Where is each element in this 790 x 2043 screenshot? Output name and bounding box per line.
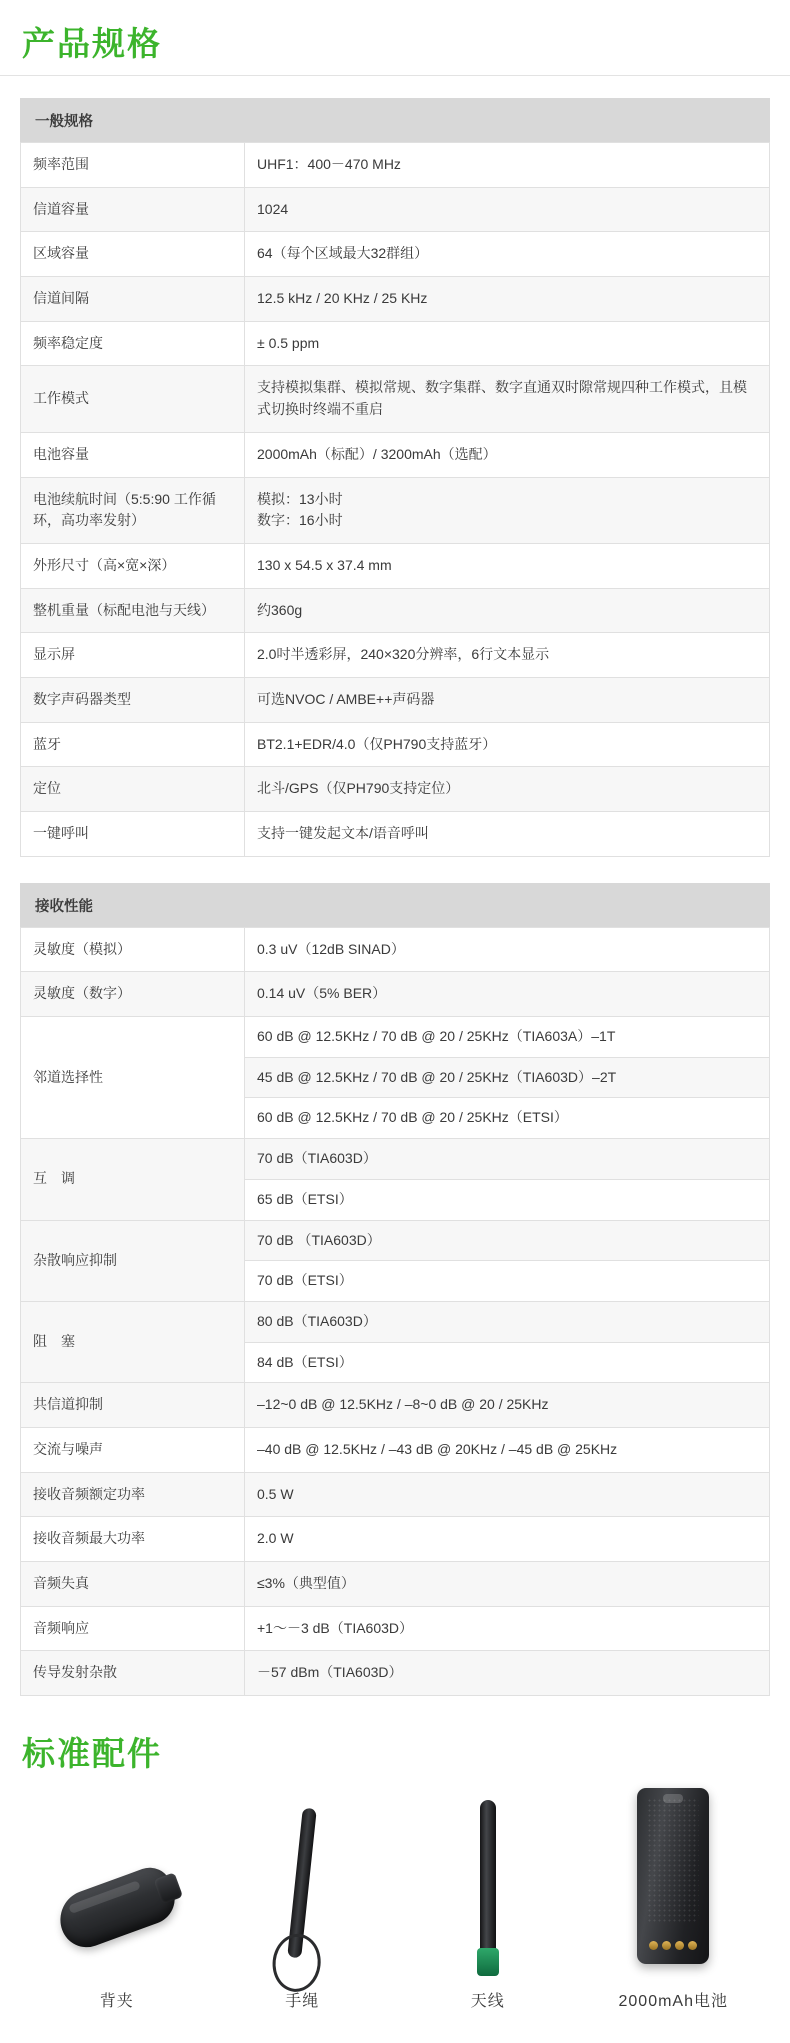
spec-value: –12~0 dB @ 12.5KHz / –8~0 dB @ 20 / 25KHz [245, 1383, 770, 1428]
table-row [21, 1301, 770, 1342]
spec-key: 电池续航时间（5:5:90 工作循环，高功率发射） [21, 477, 245, 543]
accessory-belt-clip [37, 1791, 197, 2011]
spec-key: 定位 [21, 767, 245, 812]
spec-value: –40 dB @ 12.5KHz / –43 dB @ 20KHz / –45 dB @ 25KHz [245, 1427, 770, 1472]
spec-key: 电池容量 [21, 432, 245, 477]
antenna-icon [480, 1791, 496, 1976]
table-row [21, 477, 770, 543]
spec-key: 数字声码器类型 [21, 677, 245, 722]
table-row [21, 432, 770, 477]
table-row [21, 588, 770, 633]
spec-value: 模拟：13小时 数字：16小时 [245, 477, 770, 543]
table-row [21, 927, 770, 972]
table-row [21, 1472, 770, 1517]
spec-key: 交流与噪声 [21, 1427, 245, 1472]
table-row [21, 633, 770, 678]
spec-value: ± 0.5 ppm [245, 321, 770, 366]
table-row [21, 767, 770, 812]
spec-key: 频率范围 [21, 143, 245, 188]
title-divider [0, 75, 790, 76]
spec-value: ≤3%（典型值） [245, 1562, 770, 1607]
accessory-label: 天线 [470, 1993, 505, 2011]
spec-value: 70 dB（TIA603D） [245, 1139, 770, 1180]
spec-key: 阻 塞 [21, 1301, 245, 1382]
table-row [21, 366, 770, 432]
table-row [21, 143, 770, 188]
spec-key: 信道间隔 [21, 277, 245, 322]
table-row [21, 1562, 770, 1607]
table-row [21, 187, 770, 232]
spec-value: 北斗/GPS（仅PH790支持定位） [245, 767, 770, 812]
spec-key: 信道容量 [21, 187, 245, 232]
spec-key: 共信道抑制 [21, 1383, 245, 1428]
spec-key: 工作模式 [21, 366, 245, 432]
hand-strap-icon [295, 1791, 309, 1976]
spec-value: 12.5 kHz / 20 KHz / 25 KHz [245, 277, 770, 322]
spec-key: 外形尺寸（高×宽×深） [21, 543, 245, 588]
accessories-title: 标准配件 [22, 1735, 162, 1773]
spec-value: 2.0吋半透彩屏，240×320分辨率，6行文本显示 [245, 633, 770, 678]
table-row [21, 722, 770, 767]
spec-key: 杂散响应抑制 [21, 1220, 245, 1301]
table-row [21, 321, 770, 366]
spec-key: 整机重量（标配电池与天线） [21, 588, 245, 633]
table-row [21, 677, 770, 722]
spec-key: 蓝牙 [21, 722, 245, 767]
spec-value: 84 dB（ETSI） [245, 1342, 770, 1383]
general-spec-table [20, 142, 770, 857]
spec-value: 45 dB @ 12.5KHz / 70 dB @ 20 / 25KHz（TIA603D）–2T [245, 1057, 770, 1098]
spec-key: 传导发射杂散 [21, 1651, 245, 1696]
spec-value: UHF1：400－470 MHz [245, 143, 770, 188]
receive-spec-table [20, 927, 770, 1696]
battery-icon [637, 1788, 709, 1976]
spec-key: 频率稳定度 [21, 321, 245, 366]
spec-value: 2.0 W [245, 1517, 770, 1562]
spec-value: +1～－3 dB（TIA603D） [245, 1606, 770, 1651]
spec-key: 音频失真 [21, 1562, 245, 1607]
table-row [21, 1383, 770, 1428]
spec-value: 0.14 uV（5% BER） [245, 972, 770, 1017]
table-row [21, 812, 770, 857]
table-row [21, 1606, 770, 1651]
spec-value: 2000mAh（标配）/ 3200mAh（选配） [245, 432, 770, 477]
accessory-label: 背夹 [99, 1993, 134, 2011]
spec-value: 60 dB @ 12.5KHz / 70 dB @ 20 / 25KHz（ETSI） [245, 1098, 770, 1139]
table-row [21, 277, 770, 322]
general-spec-block [20, 98, 770, 857]
spec-key: 接收音频额定功率 [21, 1472, 245, 1517]
accessories-row [0, 1781, 790, 2011]
spec-key: 接收音频最大功率 [21, 1517, 245, 1562]
spec-key: 邻道选择性 [21, 1017, 245, 1139]
spec-key: 显示屏 [21, 633, 245, 678]
table-row [21, 543, 770, 588]
table-row [21, 232, 770, 277]
accessory-label: 2000mAh电池 [618, 1993, 728, 2011]
spec-key: 区域容量 [21, 232, 245, 277]
table-row [21, 1651, 770, 1696]
spec-key: 灵敏度（数字） [21, 972, 245, 1017]
spec-key: 音频响应 [21, 1606, 245, 1651]
spec-value: 80 dB（TIA603D） [245, 1301, 770, 1342]
table-row [21, 1139, 770, 1180]
table-row [21, 1517, 770, 1562]
spec-key: 一键呼叫 [21, 812, 245, 857]
table-row [21, 1220, 770, 1261]
table-row [21, 1017, 770, 1058]
spec-value: 130 x 54.5 x 37.4 mm [245, 543, 770, 588]
table-row [21, 972, 770, 1017]
accessory-hand-strap [222, 1791, 382, 2011]
accessory-battery [593, 1791, 753, 2011]
spec-value: 60 dB @ 12.5KHz / 70 dB @ 20 / 25KHz（TIA603A）–1T [245, 1017, 770, 1058]
spec-value: 支持一键发起文本/语音呼叫 [245, 812, 770, 857]
spec-value: －57 dBm（TIA603D） [245, 1651, 770, 1696]
accessory-label: 手绳 [285, 1993, 320, 2011]
spec-key: 灵敏度（模拟） [21, 927, 245, 972]
receive-spec-header: 接收性能 [20, 883, 770, 927]
spec-value: 可选NVOC / AMBE++声码器 [245, 677, 770, 722]
spec-key: 互 调 [21, 1139, 245, 1220]
spec-value: 65 dB（ETSI） [245, 1179, 770, 1220]
table-row [21, 1427, 770, 1472]
spec-value: 约360g [245, 588, 770, 633]
general-spec-header: 一般规格 [20, 98, 770, 142]
page-title: 产品规格 [22, 25, 162, 62]
spec-value: 0.5 W [245, 1472, 770, 1517]
spec-value: 0.3 uV（12dB SINAD） [245, 927, 770, 972]
spec-value: 64（每个区域最大32群组） [245, 232, 770, 277]
receive-spec-block [20, 883, 770, 1696]
spec-value: 70 dB（ETSI） [245, 1261, 770, 1302]
spec-value: 70 dB （TIA603D） [245, 1220, 770, 1261]
accessory-antenna [408, 1791, 568, 2011]
spec-value: BT2.1+EDR/4.0（仅PH790支持蓝牙） [245, 722, 770, 767]
spec-value: 支持模拟集群、模拟常规、数字集群、数字直通双时隙常规四种工作模式，且模式切换时终端不重启 [245, 366, 770, 432]
spec-value: 1024 [245, 187, 770, 232]
belt-clip-icon [58, 1791, 176, 1976]
